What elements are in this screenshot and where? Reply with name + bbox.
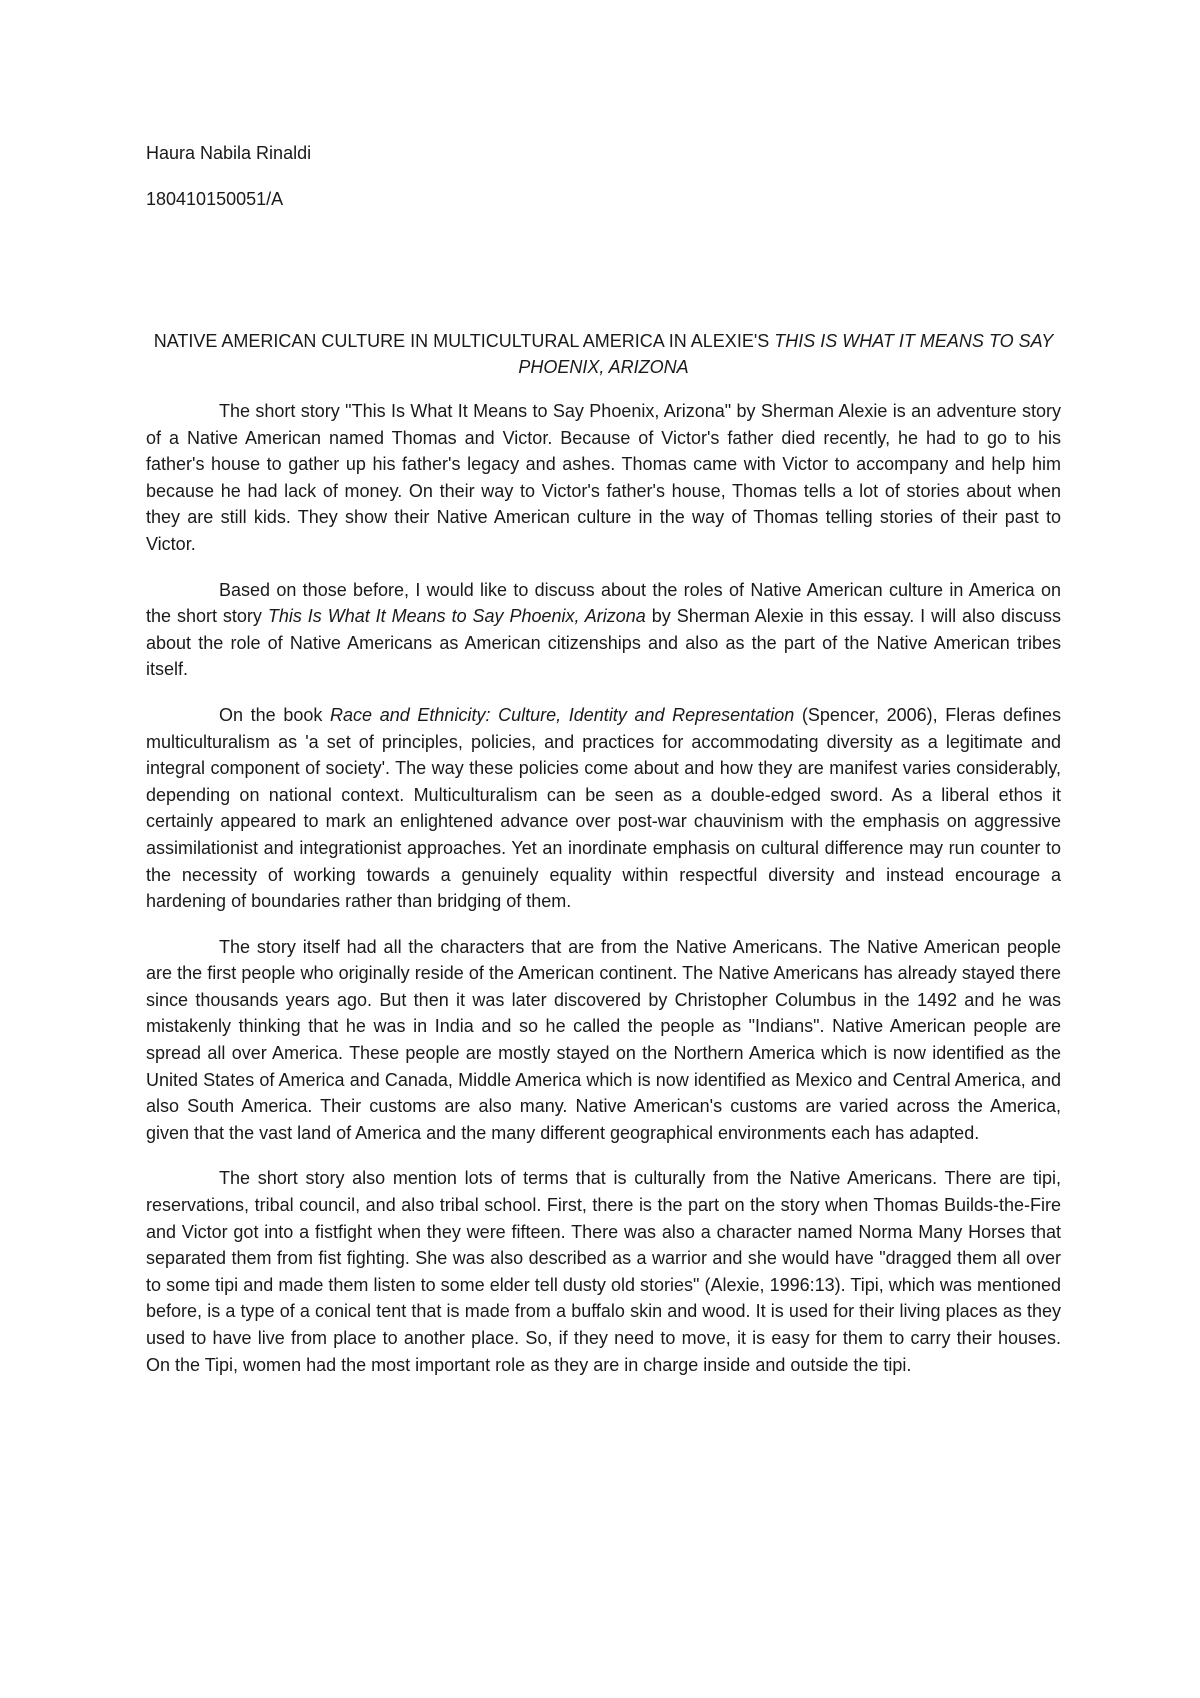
student-id: 180410150051/A: [146, 189, 284, 209]
paragraph-3: [146, 702, 1061, 915]
paragraph-1: The short story "This Is What It Means to Say Phoenix, Arizona" by Sherman Alexie is an adventure story of a Native American named Thomas and Victor. Because of Victor's father died recently, he had to go to his father's house to gather up his father's legacy and ashes. Thomas came with Victor to accompany and help him because he had lack of money. On their way to Victor's father's house, Thomas tells a lot of stories about when they are still kids. They show their Native American culture in the way of Thomas telling stories of their past to Victor.: [146, 401, 1061, 554]
paragraph-2-italic: This Is What It Means to Say Phoenix, Arizona: [267, 606, 646, 627]
essay-title: [146, 328, 1061, 380]
paragraph-3-italic: Race and Ethnicity: Culture, Identity and Representation: [330, 704, 795, 725]
essay-title-prefix: NATIVE AMERICAN CULTURE IN MULTICULTURAL AMERICA IN ALEXIE'S: [153, 331, 775, 351]
author-name: Haura Nabila Rinaldi: [146, 143, 312, 163]
paragraph-2-text-a: Based on those before, I would like to discuss about the roles of Native American culture in America on the short story: [146, 579, 1061, 627]
paragraph-5: The short story also mention lots of terms that is culturally from the Native Americans. There are tipi, reservations, tribal council, and also tribal school. First, there is the part on the story when Thomas Builds-the-Fire and Victor got into a fistfight when they were fifteen. There was also a character named Norma Many Horses that separated them from fist fighting. She was also described as a warrior and she would have "dragged them all over to some tipi and made them listen to some elder tell dusty old stories" (Alexie, 1996:13). Tipi, which was mentioned before, is a type of a conical tent that is made from a buffalo skin and wood. It is used for their living places as they used to have live from place to another place. So, if they need to move, it is easy for them to carry their houses. On the Tipi, women had the most important role as they are in charge inside and outside the tipi.: [146, 1168, 1061, 1375]
paragraph-4: The story itself had all the characters that are from the Native Americans. The Native American people are the first people who originally reside of the American continent. The Native Americans has already stayed there since thousands years ago. But then it was later discovered by Christopher Columbus in the 1492 and he was mistakenly thinking that he was in India and so he called the people as "Indians". Native American people are spread all over America. These people are mostly stayed on the Northern America which is now identified as the United States of America and Canada, Middle America which is now identified as Mexico and Central America, and also South America. Their customs are also many. Native American's customs are varied across the America, given that the vast land of America and the many different geographical environments each has adapted.: [146, 936, 1061, 1143]
document-body: [146, 140, 1061, 1397]
paragraph-3-text-a: On the book: [219, 704, 331, 725]
paragraph-3-text-b: (Spencer, 2006), Fleras defines multiculturalism as 'a set of principles, policies, and practices for accommodating diversity as a legitimate and integral component of society'. The way these policies come about and how they are manifest varies considerably, depending on national context. Multiculturalism can be seen as a double-edged sword. As a liberal ethos it certainly appeared to mark an enlightened advance over post-war chauvinism with the emphasis on aggressive assimilationist and integrationist approaches. Yet an inordinate emphasis on cultural difference may run counter to the necessity of working towards a genuinely equality within respectful diversity and instead encourage a hardening of boundaries rather than bridging of them.: [146, 704, 1062, 912]
paragraph-2: [146, 577, 1061, 683]
essay-title-italic: THIS IS WHAT IT MEANS TO SAY PHOENIX, ARIZONA: [518, 331, 1054, 377]
paragraph-2-text-b: by Sherman Alexie in this essay. I will also discuss about the role of Native Americans as American citizenships and also as the part of the Native American tribes itself.: [146, 606, 1061, 680]
